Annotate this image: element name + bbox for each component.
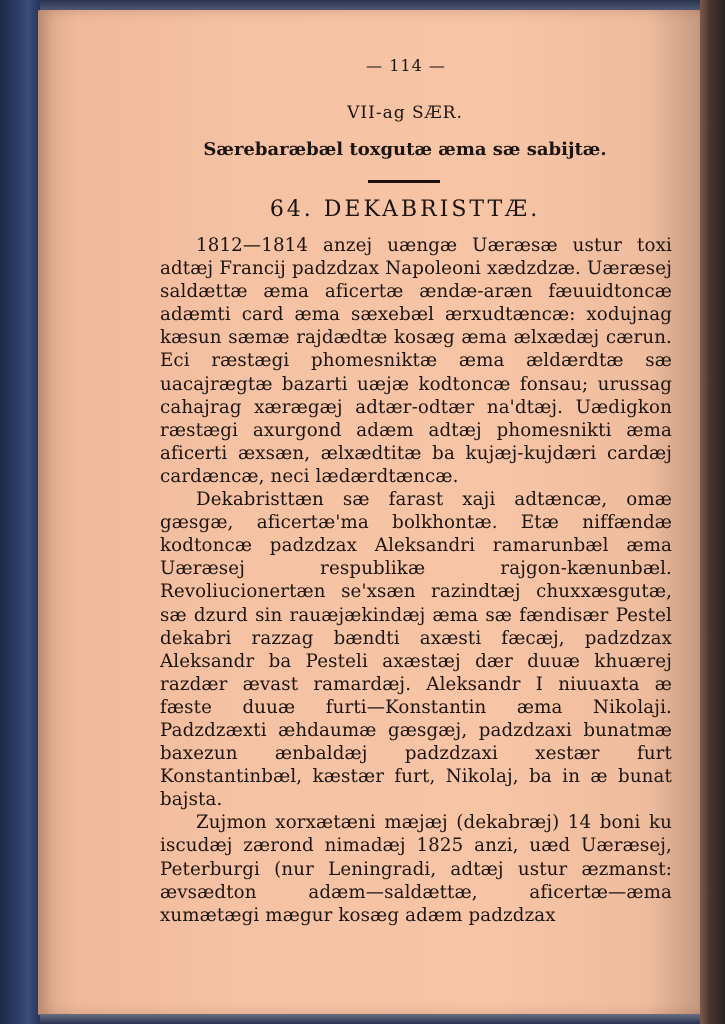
page-number: — 114 — [366, 56, 446, 75]
chapter-title: Særebaræbæl toxgutæ æma sæ sabijtæ. [203, 139, 607, 160]
section-title: 64. DEKABRISTTÆ. [269, 197, 541, 222]
page-right-edge [700, 0, 725, 1024]
paragraph: Dekabristtæn sæ farast xaji adtæncæ, omæ gæsgæ, aficertæ'ma bolkhontæ. Etæ niffændæ kodtoncæ padzdzax Aleksandri ramarunbæl æma Uæræsej respublikæ rajgon-kænunbæl. Revoliucionertæn se'xsæn razindtæj chuxxæsgutæ, sæ dzurd sin rauæjækindæj æma sæ fændisær Pestel dekabri razzag bændti axæsti fæcæj, padzdzax Aleksandr ba Pesteli axæstæj dær duuæ khuærej razdær ævast ramardæj. Aleksandr I niuuaxta æ fæste duuæ furti—Konstantin æma Nikolaji. Padzdzæxti æhdaumæ gæsgæj, padzdzaxi bunatmæ baxezun ænbaldæj padzdzaxi xestær furt Konstantinbæl, kæstær furt, Nikolaj, ba in æ bunat bajsta. [160, 489, 672, 811]
paragraph: 1812—1814 anzej uængæ Uæræsæ ustur toxi adtæj Francij padzdzax Napoleoni xædzdzæ. Uæræsej saldættæ æma aficertæ ændæ-aræn fæuuidtoncæ adæmti card æma sæxebæl ærxudtæncæ: xodujnag kæsun sæmæ rajdædtæ kosæg æma ælxædæj cærun. Eci ræstægi phomesniktæ æma ældærdtæ sæ uacajrægtæ bazarti uæjæ kodtoncæ fonsau; urussag cahajrag xærægæj adtær-odtær na'dtæj. Uædigkon ræstægi axurgond adæm adtæj phomesnikti æma aficerti æxsæn, ælxædtitæ ba kujæj-kujdæri cardæj cardæncæ, neci lædærdtæncæ. [160, 235, 672, 487]
title-divider [368, 180, 440, 183]
paragraph: Zujmon xorxætæni mæjæj (dekabræj) 14 boni ku iscudæj zærond nimadæj 1825 anzi, uæd Uæræsej, Peterburgi (nur Leningradi, adtæj ustur æzmanst: ævsædton adæm—saldættæ, aficertæ—æma xumætægi mægur kosæg adæm padzdzax [160, 812, 672, 926]
book-binding [0, 0, 40, 1024]
chapter-heading: VII-ag SÆR. [347, 103, 463, 123]
page-bottom-edge [40, 1014, 700, 1024]
page-content [160, 56, 672, 927]
body-text [160, 234, 672, 927]
